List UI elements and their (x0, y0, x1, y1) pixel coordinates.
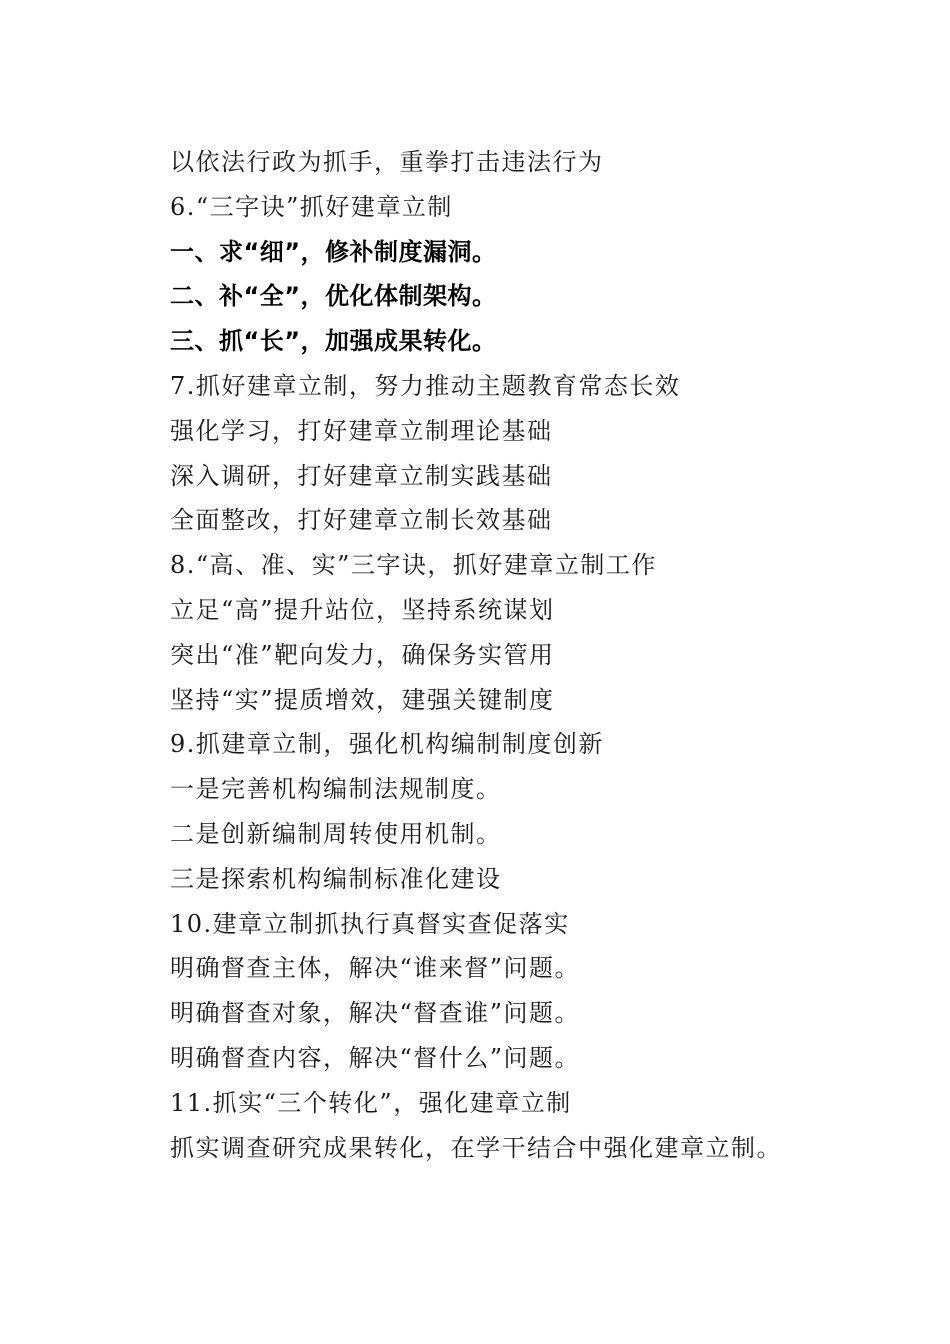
text-line: 突出“准”靶向发力，确保务实管用 (170, 640, 555, 669)
text-line: 二是创新编制周转使用机制。 (170, 819, 502, 848)
bold-point-1: 一、求“细”，修补制度漏洞。 (170, 237, 497, 266)
text-line: 强化学习，打好建章立制理论基础 (170, 416, 553, 445)
text-line: 一是完善机构编制法规制度。 (170, 775, 502, 804)
text-line: 明确督查主体，解决“谁来督”问题。 (170, 954, 581, 983)
section-heading-6: 6.“三字诀”抓好建章立制 (170, 192, 453, 221)
text-line: 立足“高”提升站位，坚持系统谋划 (170, 595, 555, 624)
text-line: 以依法行政为抓手，重拳打击违法行为 (170, 148, 604, 176)
section-heading-10: 10.建章立制抓执行真督实查促落实 (170, 909, 570, 938)
document-body (170, 140, 930, 1170)
text-line: 明确督查内容，解决“督什么”问题。 (170, 1043, 581, 1072)
section-heading-11: 11.抓实“三个转化”，强化建章立制 (170, 1088, 572, 1117)
section-heading-8: 8.“高、准、实”三字诀，抓好建章立制工作 (170, 551, 657, 580)
text-line: 明确督查对象，解决“督查谁”问题。 (170, 999, 581, 1028)
bold-point-3: 三、抓“长”，加强成果转化。 (170, 327, 497, 356)
text-line: 三是探索机构编制标准化建设 (170, 864, 502, 893)
bold-point-2: 二、补“全”，优化体制架构。 (170, 282, 497, 311)
text-line: 抓实调查研究成果转化，在学干结合中强化建章立制。 (170, 1133, 782, 1162)
section-heading-9: 9.抓建章立制，强化机构编制制度创新 (170, 730, 604, 759)
text-line: 深入调研，打好建章立制实践基础 (170, 461, 553, 490)
text-line: 全面整改，打好建章立制长效基础 (170, 506, 553, 535)
text-line: 坚持“实”提质增效，建强关键制度 (170, 685, 555, 714)
section-heading-7: 7.抓好建章立制，努力推动主题教育常态长效 (170, 371, 681, 400)
